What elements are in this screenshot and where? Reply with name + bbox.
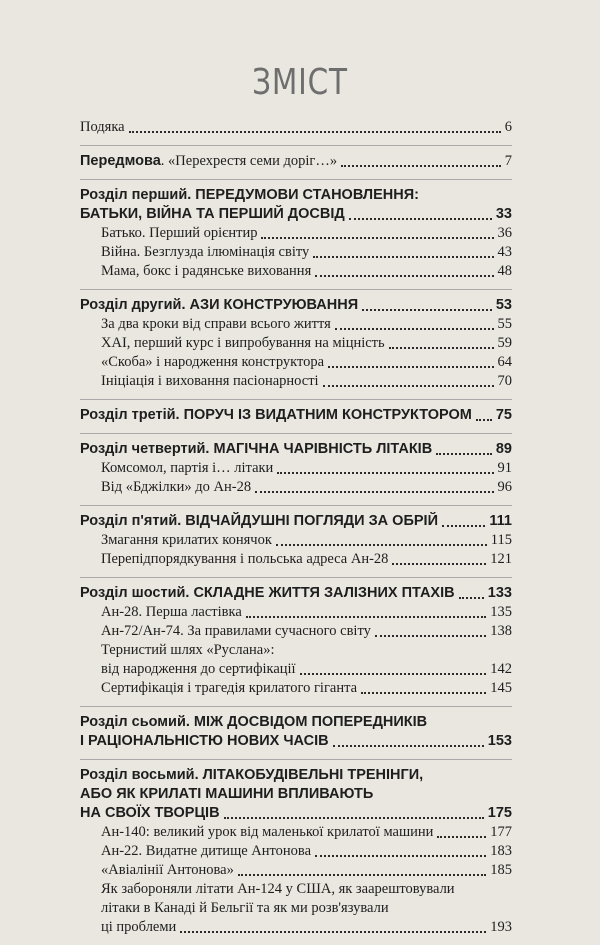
toc-entry-title: Мама, бокс і радянське виховання bbox=[101, 263, 312, 279]
dot-leader bbox=[362, 309, 492, 311]
dot-leader bbox=[333, 745, 484, 747]
dot-leader bbox=[238, 874, 486, 876]
page-number: 55 bbox=[497, 316, 512, 332]
toc-section bbox=[80, 399, 512, 433]
toc-entry-title: Комсомол, партія і… літаки bbox=[101, 460, 274, 476]
toc-line bbox=[80, 550, 512, 569]
toc-line bbox=[80, 118, 512, 137]
toc-line bbox=[80, 152, 512, 171]
toc-line bbox=[80, 679, 512, 698]
toc-entry-title: від народження до сертифікації bbox=[101, 661, 296, 677]
page-number: 59 bbox=[497, 335, 512, 351]
dot-leader bbox=[246, 616, 486, 618]
page-number: 145 bbox=[490, 680, 512, 696]
toc-entry-title: Перепідпорядкування і польська адреса Ан-28 bbox=[101, 551, 389, 567]
page-number: 177 bbox=[490, 824, 512, 840]
page-number: 115 bbox=[490, 532, 512, 548]
page-number: 138 bbox=[490, 623, 512, 639]
toc-entry-title bbox=[80, 152, 337, 171]
toc-entry-bold: Передмова bbox=[80, 153, 161, 169]
toc-section bbox=[80, 706, 512, 759]
page-number: 70 bbox=[497, 373, 512, 389]
toc-line bbox=[80, 804, 512, 823]
chapter-title: І РАЦІОНАЛЬНІСТЮ НОВИХ ЧАСІВ bbox=[80, 733, 329, 749]
dot-leader bbox=[129, 131, 501, 133]
toc-line bbox=[80, 512, 512, 531]
toc-entry-title: За два кроки від справи всього життя bbox=[101, 316, 331, 332]
chapter-title: Розділ четвертий. МАГІЧНА ЧАРІВНІСТЬ ЛІТАКІВ bbox=[80, 441, 433, 457]
dot-leader bbox=[361, 692, 486, 694]
page-number: 135 bbox=[490, 604, 512, 620]
toc-entry-title: Батько. Перший орієнтир bbox=[101, 225, 258, 241]
toc-line bbox=[80, 296, 512, 315]
toc-section bbox=[80, 179, 512, 289]
dot-leader bbox=[436, 453, 492, 455]
toc-line bbox=[80, 603, 512, 622]
table-of-contents bbox=[80, 112, 512, 945]
dot-leader bbox=[328, 366, 493, 368]
dot-leader bbox=[389, 347, 494, 349]
toc-entry-title: Сертифікація і трагедія крилатого гіганта bbox=[101, 680, 358, 696]
page-number: 185 bbox=[490, 862, 512, 878]
toc-entry-title: Від «Бджілки» до Ан-28 bbox=[101, 479, 252, 495]
toc-line bbox=[80, 531, 512, 550]
toc-line bbox=[80, 861, 512, 880]
toc-section bbox=[80, 505, 512, 577]
toc-entry-rest: . «Перехрестя семи доріг…» bbox=[160, 153, 338, 169]
chapter-title: Розділ сьомий. МІЖ ДОСВІДОМ ПОПЕРЕДНИКІВ bbox=[80, 714, 428, 730]
page-number: 53 bbox=[495, 297, 512, 313]
toc-entry-title: «Авіалінії Антонова» bbox=[101, 862, 234, 878]
dot-leader bbox=[261, 237, 493, 239]
page-number: 75 bbox=[495, 407, 512, 423]
chapter-title: БАТЬКИ, ВІЙНА ТА ПЕРШИЙ ДОСВІД bbox=[80, 206, 345, 222]
chapter-title: Розділ шостий. СКЛАДНЕ ЖИТТЯ ЗАЛІЗНИХ ПТАХІВ bbox=[80, 585, 455, 601]
chapter-title: Розділ другий. АЗИ КОНСТРУЮВАННЯ bbox=[80, 297, 359, 313]
toc-entry-title: Змагання крилатих конячок bbox=[101, 532, 272, 548]
dot-leader bbox=[277, 472, 493, 474]
page-number: 133 bbox=[487, 585, 512, 601]
toc-section bbox=[80, 145, 512, 179]
page-number: 89 bbox=[495, 441, 512, 457]
toc-line bbox=[80, 459, 512, 478]
page-number: 43 bbox=[497, 244, 512, 260]
chapter-title: Розділ восьмий. ЛІТАКОБУДІВЕЛЬНІ ТРЕНІНГИ, bbox=[80, 767, 424, 783]
chapter-title: АБО ЯК КРИЛАТІ МАШИНИ ВПЛИВАЮТЬ bbox=[80, 786, 374, 802]
page-number: 153 bbox=[487, 733, 512, 749]
toc-entry-title: Ан-28. Перша ластівка bbox=[101, 604, 242, 620]
toc-entry-title: Ан-140: великий урок від маленької крилатої машини bbox=[101, 824, 434, 840]
dot-leader bbox=[255, 491, 493, 493]
dot-leader bbox=[313, 256, 493, 258]
page-number: 7 bbox=[504, 153, 512, 169]
toc-line bbox=[80, 243, 512, 262]
dot-leader bbox=[315, 855, 486, 857]
chapter-title: Розділ п'ятий. ВІДЧАЙДУШНІ ПОГЛЯДИ ЗА ОБРІЙ bbox=[80, 513, 438, 529]
toc-line bbox=[80, 353, 512, 372]
toc-line bbox=[80, 823, 512, 842]
dot-leader bbox=[476, 419, 492, 421]
page-number: 121 bbox=[490, 551, 512, 567]
toc-line bbox=[80, 262, 512, 281]
page-number: 111 bbox=[489, 513, 512, 529]
page-number: 175 bbox=[487, 805, 512, 821]
page-title: ЗМІСТ bbox=[252, 62, 348, 103]
chapter-title: НА СВОЇХ ТВОРЦІВ bbox=[80, 805, 220, 821]
toc-section bbox=[80, 577, 512, 706]
dot-leader bbox=[459, 597, 484, 599]
toc-line bbox=[80, 440, 512, 459]
toc-entry-title: Війна. Безглузда ілюмінація світу bbox=[101, 244, 310, 260]
toc-line bbox=[80, 584, 512, 603]
dot-leader bbox=[341, 165, 501, 167]
toc-line bbox=[80, 372, 512, 391]
dot-leader bbox=[335, 328, 494, 330]
page-number: 33 bbox=[495, 206, 512, 222]
toc-line bbox=[80, 622, 512, 641]
toc-entry-title: ці проблеми bbox=[101, 919, 177, 935]
chapter-title: Розділ третій. ПОРУЧ ІЗ ВИДАТНИМ КОНСТРУКТОРОМ bbox=[80, 407, 472, 423]
toc-entry-title: Ан-22. Видатне дитище Антонова bbox=[101, 843, 312, 859]
toc-entry-title: ХАІ, перший курс і випробування на міцність bbox=[101, 335, 385, 351]
toc-entry-title: Ініціація і виховання пасіонарності bbox=[101, 373, 319, 389]
toc-line bbox=[80, 406, 512, 425]
page-number: 142 bbox=[490, 661, 512, 677]
toc-line bbox=[80, 918, 512, 937]
page-number: 48 bbox=[497, 263, 512, 279]
dot-leader bbox=[180, 931, 486, 933]
toc-section bbox=[80, 433, 512, 505]
dot-leader bbox=[315, 275, 493, 277]
toc-line bbox=[80, 224, 512, 243]
toc-entry-title: Ан-72/Ан-74. За правилами сучасного світу bbox=[101, 623, 371, 639]
dot-leader bbox=[224, 817, 484, 819]
toc-line bbox=[80, 334, 512, 353]
toc-entry-title: Подяка bbox=[80, 119, 125, 135]
toc-entry-title: Тернистий шлях «Руслана»: bbox=[101, 642, 275, 658]
toc-entry-title: Як забороняли літати Ан-124 у США, як заарештовували bbox=[101, 881, 455, 897]
dot-leader bbox=[392, 563, 486, 565]
toc-section bbox=[80, 289, 512, 399]
toc-section bbox=[80, 759, 512, 945]
toc-line bbox=[80, 205, 512, 224]
dot-leader bbox=[276, 544, 487, 546]
dot-leader bbox=[300, 673, 487, 675]
page-number: 183 bbox=[490, 843, 512, 859]
dot-leader bbox=[323, 385, 494, 387]
page-number: 36 bbox=[497, 225, 512, 241]
page-number: 91 bbox=[497, 460, 512, 476]
page-number: 64 bbox=[497, 354, 512, 370]
toc-entry-title: літаки в Канаді й Бельгії та як ми розв'язували bbox=[101, 900, 389, 916]
dot-leader bbox=[442, 525, 485, 527]
toc-line bbox=[80, 660, 512, 679]
toc-line bbox=[80, 315, 512, 334]
page-number: 6 bbox=[504, 119, 512, 135]
dot-leader bbox=[375, 635, 486, 637]
toc-section bbox=[80, 112, 512, 145]
page-number: 96 bbox=[497, 479, 512, 495]
toc-line bbox=[80, 842, 512, 861]
page-number: 193 bbox=[490, 919, 512, 935]
toc-line bbox=[80, 732, 512, 751]
toc-entry-title: «Скоба» і народження конструктора bbox=[101, 354, 325, 370]
dot-leader bbox=[437, 836, 486, 838]
chapter-title: Розділ перший. ПЕРЕДУМОВИ СТАНОВЛЕННЯ: bbox=[80, 187, 419, 203]
dot-leader bbox=[349, 218, 492, 220]
toc-line bbox=[80, 478, 512, 497]
